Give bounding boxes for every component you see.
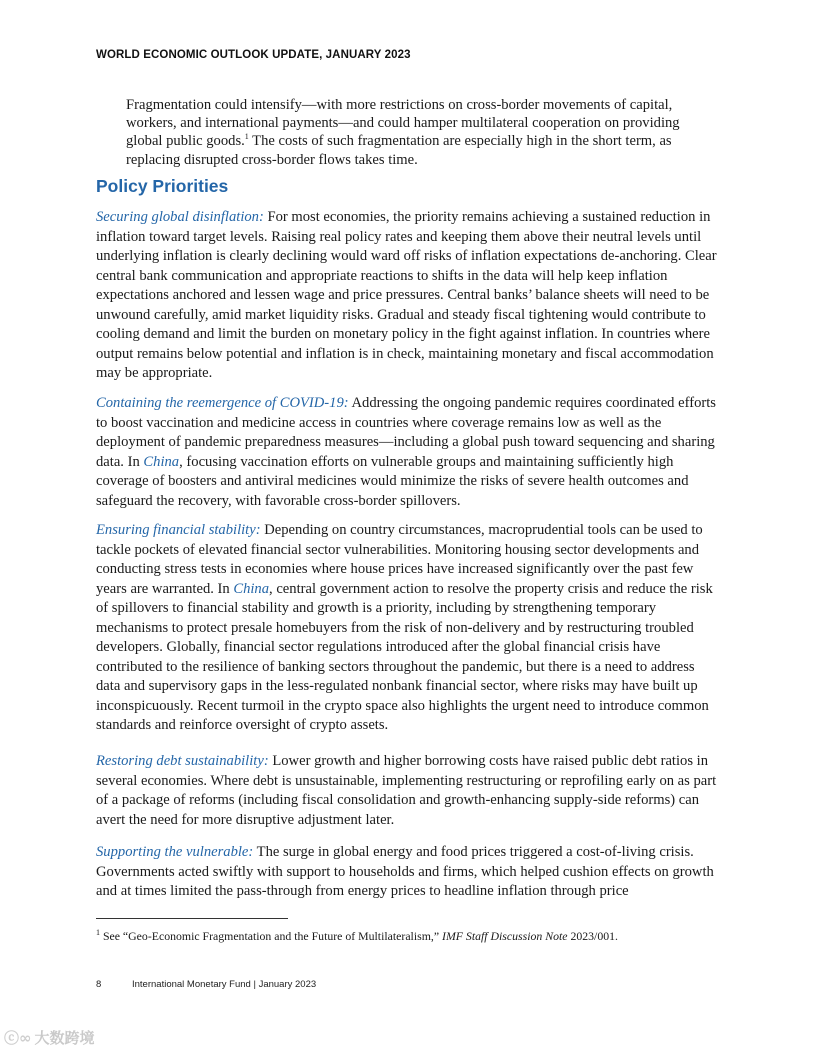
footnote-source: IMF Staff Discussion Note xyxy=(442,929,568,943)
page-footer xyxy=(96,979,316,990)
footnote: $^1$ See “Geo-Economic Fragmentation and the Future of Multilateralism,” IMF Staff Discussion Note 2023/001. xyxy=(96,928,618,943)
paragraph-lead: Restoring debt sustainability: xyxy=(96,753,269,769)
paragraph-text: The surge in global energy and food prices triggered a cost-of-living crisis. Governments acted swiftly with support to households and firms, which helped cushion effects on growth and at times limited the pass-through from energy prices to headline inflation through price xyxy=(96,844,714,899)
section-heading: Policy Priorities xyxy=(96,176,229,196)
footnote-ref[interactable]: 1 xyxy=(244,132,249,142)
paragraph-text: Depending on country circumstances, macroprudential tools can be used to tackle pockets of elevated financial sector vulnerabilities. Monitoring housing sector developments and conducting stress tests in economies where house prices have increased significantly over the past few years are warranted. In xyxy=(96,522,703,597)
paragraph-text: Addressing the ongoing pandemic requires coordinated efforts to boost vaccination and medicine access in countries where coverage remains low as well as the deployment of pandemic preparedness measures—including a global push toward sequencing and sharing data. In xyxy=(96,395,716,470)
page-number: 8 xyxy=(96,979,102,990)
paragraph-lead: Supporting the vulnerable: xyxy=(96,844,254,860)
paragraph-supporting-vulnerable xyxy=(96,843,722,902)
watermark-logo-icon: ⓒ∞ xyxy=(4,1029,32,1047)
watermark xyxy=(4,1027,95,1048)
paragraph-debt-sustainability xyxy=(96,752,722,830)
paragraph-text: , central government action to resolve the property crisis and reduce the risk of spillovers to financial stability and growth is a priority, including by strengthening temporary mechanisms to protect presale homebuyers from the risk of non-delivery and by restructuring troubled developers. Globally, financial sector regulations introduced after the global financial crisis have contributed to the resilience of banking sectors throughout the pandemic, but there is a need to address data and supervisory gaps in the less-regulated nonbank financial sector, where risks may have built up inconspicuously. Recent turmoil in the crypto space also highlights the urgent need to introduce common standards and reinforce oversight of crypto assets. xyxy=(96,580,713,733)
footnote-divider xyxy=(96,918,288,919)
paragraph-text: Lower growth and higher borrowing costs have raised public debt ratios in several economies. Where debt is unsustainable, implementing restructuring or reprofiling early on as part of a package of reforms (including fiscal consolidation and growth-enhancing supply-side reforms) can avert the need for more disruptive adjustment later. xyxy=(96,753,717,828)
footer-text: International Monetary Fund | January 2023 xyxy=(132,979,317,990)
paragraph-financial-stability xyxy=(96,521,722,736)
paragraph-lead: Securing global disinflation: xyxy=(96,209,264,225)
paragraph-lead: Containing the reemergence of COVID-19: xyxy=(96,395,349,411)
country-link-china[interactable]: China xyxy=(233,580,270,597)
running-header: WORLD ECONOMIC OUTLOOK UPDATE, JANUARY 2023 xyxy=(96,49,411,61)
paragraph-text: , focusing vaccination efforts on vulnerable groups and maintaining sufficiently high coverage of boosters and antiviral medicines would minimize the risks of severe health outcomes and safeguard the recovery, with favorable cross-border spillovers. xyxy=(96,453,689,509)
paragraph-securing-disinflation xyxy=(96,208,722,384)
quote-paragraph: Fragmentation could intensify—with more restrictions on cross-border movements of capital, workers, and international payments—and could hamper multilateral cooperation on providing global public goods.$^1$ The costs of such fragmentation are especially high in the short term, as replacing disrupted cross-border flows takes time. xyxy=(126,97,680,168)
country-link-china[interactable]: China xyxy=(143,453,180,470)
paragraph-text: For most economies, the priority remains achieving a sustained reduction in inflation toward target levels. Raising real policy rates and keeping them above their neutral levels until underlying inflation is clearly declining would ward off risks of inflation expectations de-anchoring. Clear central bank communication and appropriate reactions to shifts in the data will help keep inflation expectations anchored and lessen wage and price pressures. Central banks’ balance sheets will need to be unwound carefully, amid market liquidity risks. Gradual and steady fiscal tightening would contribute to cooling demand and limit the burden on monetary policy in the fight against inflation. In countries where output remains below potential and inflation is in check, maintaining monetary and fiscal accommodation may be appropriate. xyxy=(96,209,717,381)
footnote-number: 1 xyxy=(96,928,100,938)
paragraph-covid xyxy=(96,394,722,511)
watermark-text: 大数跨境 xyxy=(34,1029,95,1047)
paragraph-lead: Ensuring financial stability: xyxy=(96,522,261,538)
